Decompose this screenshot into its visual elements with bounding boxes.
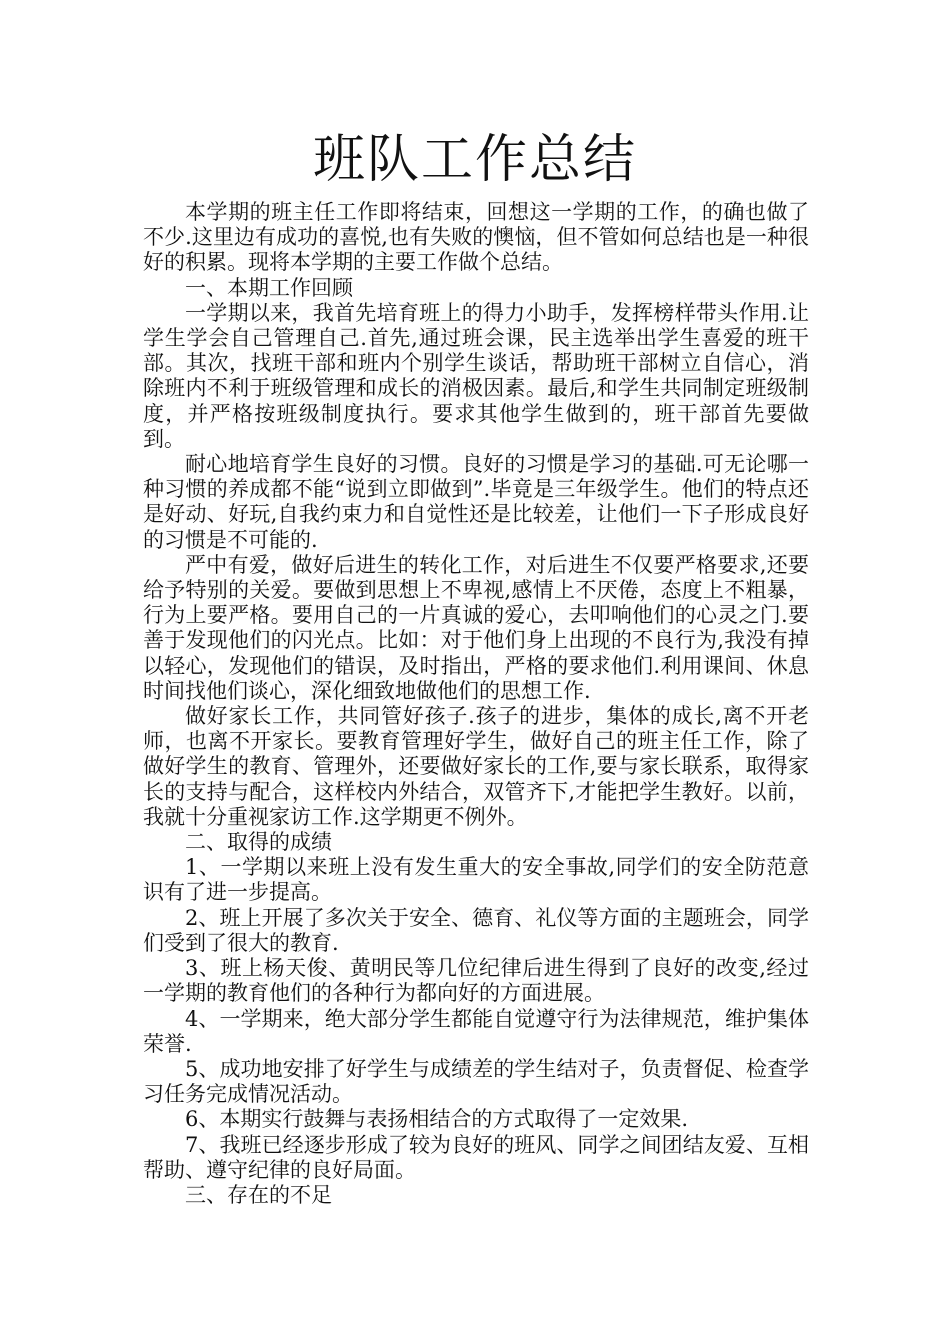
paragraph-review-leaders: 一学期以来，我首先培育班上的得力小助手，发挥榜样带头作用.让学生学会自己管理自己.首先,通过班会课，民主选举出学生喜爱的班干部。其次，找班干部和班内个别学生谈话，帮助班干部树立自信心，消除班内不利于班级管理和成长的消极因素。最后,和学生共同制定班级制度，并严格按班级制度执行。要求其他学生做到的，班干部首先要做到。 [143,300,809,451]
paragraph-review-struggling-students: 严中有爱，做好后进生的转化工作，对后进生不仅要严格要求,还要给予特别的关爱。要做到思想上不卑视,感情上不厌倦，态度上不粗暴，行为上要严格。要用自己的一片真诚的爱心，去叩响他们的心灵之门.要善于发现他们的闪光点。比如：对于他们身上出现的不良行为,我没有掉以轻心，发现他们的错误，及时指出，严格的要求他们.利用课间、休息时间找他们谈心，深化细致地做他们的思想工作. [143,552,809,703]
achievement-item-4: 4、一学期来，绝大部分学生都能自觉遵守行为法律规范，维护集体荣誉. [143,1006,809,1056]
section-heading-shortcomings: 三、存在的不足 [185,1182,332,1207]
achievement-item-7: 7、我班已经逐步形成了较为良好的班风、同学之间团结友爱、互相帮助、遵守纪律的良好局面。 [143,1132,809,1182]
document-title: 班队工作总结 [312,130,637,190]
achievement-item-3: 3、班上杨天俊、黄明民等几位纪律后进生得到了良好的改变,经过一学期的教育他们的各种行为都向好的方面进展。 [143,956,809,1006]
section-heading-review: 一、本期工作回顾 [185,275,353,300]
section-heading-achievements: 二、取得的成绩 [185,830,332,855]
achievement-item-2: 2、班上开展了多次关于安全、德育、礼仪等方面的主题班会，同学们受到了很大的教育. [143,905,809,955]
achievement-item-6: 6、本期实行鼓舞与表扬相结合的方式取得了一定效果. [185,1107,689,1132]
achievement-item-5: 5、成功地安排了好学生与成绩差的学生结对子，负责督促、检查学习任务完成情况活动。 [143,1056,809,1107]
paragraph-intro: 本学期的班主任工作即将结束，回想这一学期的工作，的确也做了不少.这里边有成功的喜悦,也有失败的懊恼，但不管如何总结也是一种很好的积累。现将本学期的主要工作做个总结。 [143,200,809,275]
document-body [143,200,809,1208]
achievement-item-1: 1、一学期以来班上没有发生重大的安全事故,同学们的安全防范意识有了进一步提高。 [143,855,809,905]
paragraph-review-parents: 做好家长工作，共同管好孩子.孩子的进步，集体的成长,离不开老师，也离不开家长。要教育管理好学生，做好自己的班主任工作，除了做好学生的教育、管理外，还要做好家长的工作,要与家长联系，取得家长的支持与配合，这样校内外结合，双管齐下,才能把学生教好。以前，我就十分重视家访工作.这学期更不例外。 [143,704,809,829]
paragraph-review-habits: 耐心地培育学生良好的习惯。良好的习惯是学习的基础.可无论哪一种习惯的养成都不能“说到立即做到”.毕竟是三年级学生。他们的特点还是好动、好玩,自我约束力和自觉性还是比较差，让他们一下子形成良好的习惯是不可能的. [143,452,809,552]
